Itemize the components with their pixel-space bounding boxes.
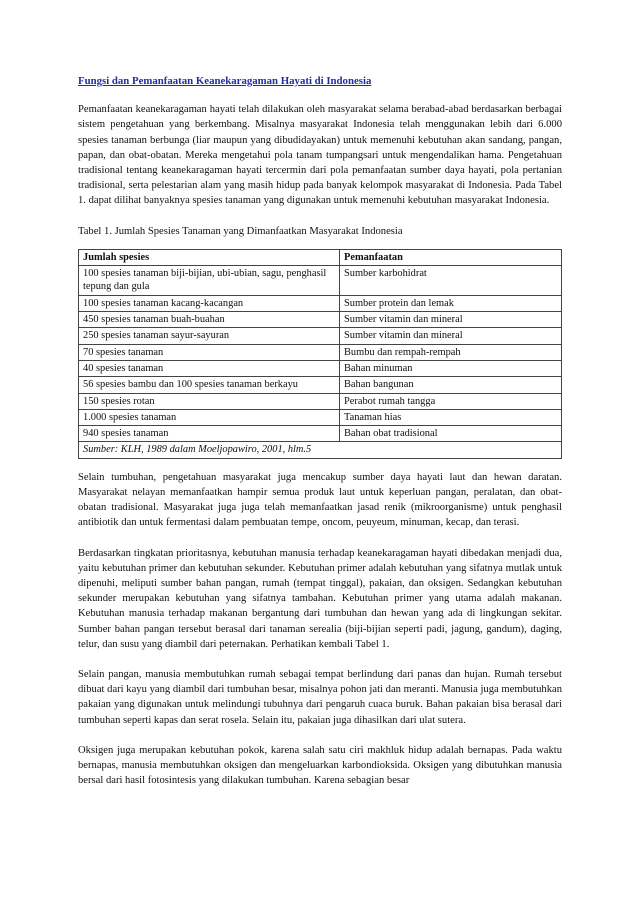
table-cell: 940 spesies tanaman [79, 426, 340, 442]
table-cell: Sumber karbohidrat [340, 266, 562, 296]
table-cell: 450 spesies tanaman buah-buahan [79, 312, 340, 328]
table-row [79, 328, 562, 344]
table-row [79, 266, 562, 296]
paragraph-marine: Selain tumbuhan, pengetahuan masyarakat juga mencakup sumber daya hayati laut dan hewan daratan. Masyarakat nelayan memanfaatkan hampir semua produk laut untuk keperluan pangan, peralatan, dan obat-obatan tradisional. Masyarakat juga juga telah memanfaatkan jasad renik (mikroorganisme) untuk penghasil antibiotik dan untuk fermentasi dalam pembuatan tempe, oncom, peuyeum, minuman, kecap, dan terasi. [78, 471, 562, 529]
table-cell: 1.000 spesies tanaman [79, 409, 340, 425]
paragraph-intro: Pemanfaatan keanekaragaman hayati telah dilakukan oleh masyarakat selama berabad-abad berdasarkan berbagai sistem pengetahuan yang berkembang. Misalnya masyarakat Indonesia telah menggunakan lebih dari 6.000 spesies tanaman berbunga (liar maupun yang dibudidayakan) untuk memenuhi kebutuhan akan sandang, pangan, papan, dan obat-obatan. Mereka mengetahui pola tanam tumpangsari untuk mengendalikan hama. Pengetahuan tradisional tentang keanekaragaman hayati tercermin dari pola pemanfaatan sumber daya hayati, pola pertanian tradisional, serta pelestarian alam yang masih hidup pada banyak kelompok masyarakat di Indonesia. Pada Tabel 1. dapat dilihat banyaknya spesies tanaman yang digunakan untuk memenuhi kebutuhan masyarakat Indonesia. [78, 104, 562, 207]
table-cell: Bahan bangunan [340, 377, 562, 393]
table-cell: Perabot rumah tangga [340, 393, 562, 409]
document-page [78, 74, 562, 803]
table-caption: Tabel 1. Jumlah Spesies Tanaman yang Dimanfaatkan Masyarakat Indonesia [78, 225, 403, 237]
table-cell: 70 spesies tanaman [79, 344, 340, 360]
table-cell: 250 spesies tanaman sayur-sayuran [79, 328, 340, 344]
table-header-cell: Jumlah spesies [79, 249, 340, 265]
table-row [79, 393, 562, 409]
table-row [79, 295, 562, 311]
table-cell: Bahan obat tradisional [340, 426, 562, 442]
table-cell: Sumber vitamin dan mineral [340, 312, 562, 328]
table-cell: 150 spesies rotan [79, 393, 340, 409]
table-row [79, 344, 562, 360]
table-row [79, 360, 562, 376]
table-header-cell: Pemanfaatan [340, 249, 562, 265]
table-cell: Bahan minuman [340, 360, 562, 376]
species-table [78, 249, 562, 459]
paragraph-priority: Berdasarkan tingkatan prioritasnya, kebutuhan manusia terhadap keanekaragaman hayati dibedakan menjadi dua, yaitu kebutuhan primer dan kebutuhan sekunder. Kebutuhan primer adalah kebutuhan yang sifatnya mutlak untuk dipenuhi, meliputi sumber bahan pangan, rumah (tempat tinggal), pakaian, dan oksigen. Sedangkan kebutuhan sekunder merupakan kebutuhan yang sifatnya tambahan. Kebutuhan primer yang utama adalah makanan. Kebutuhan manusia terhadap makanan bergantung dari tumbuhan dan hewan yang ada di lingkungan sekitar. Sumber bahan pangan tersebut berasal dari tanaman serealia (biji-bijian seperti padi, jagung, gandum), daging, telur, dan susu yang diambil dari peternakan. Perhatikan kembali Tabel 1. [78, 547, 562, 650]
table-row [79, 312, 562, 328]
table-cell: Sumber vitamin dan mineral [340, 328, 562, 344]
table-row [79, 409, 562, 425]
table-cell: 100 spesies tanaman kacang-kacangan [79, 295, 340, 311]
table-cell: Sumber protein dan lemak [340, 295, 562, 311]
table-cell: Tanaman hias [340, 409, 562, 425]
page-title[interactable]: Fungsi dan Pemanfaatan Keanekaragaman Hayati di Indonesia [78, 75, 372, 87]
table-header-row [79, 249, 562, 265]
paragraph-oxygen: Oksigen juga merupakan kebutuhan pokok, karena salah satu ciri makhluk hidup adalah bernapas. Pada waktu bernapas, manusia membutuhkan oksigen dan mengeluarkan karbondioksida. Oksigen yang dibutuhkan manusia bersal dari hasil fotosintesis yang dilakukan tumbuhan. Karena sebagian besar [78, 744, 562, 787]
table-cell: Bumbu dan rempah-rempah [340, 344, 562, 360]
table-cell: 40 spesies tanaman [79, 360, 340, 376]
table-row [79, 426, 562, 442]
table-source-row [79, 442, 562, 458]
paragraph-shelter-clothing: Selain pangan, manusia membutuhkan rumah sebagai tempat berlindung dari panas dan hujan. Rumah tersebut dibuat dari kayu yang diambil dari tumbuhan besar, misalnya pohon jati dan meranti. Manusia juga membutuhkan pakaian yang digunakan untuk melindungi tubuhnya dari pengaruh cuaca buruk. Bahan pakaian bisa berasal dari tumbuhan seperti kapas dan serat rosela. Selain itu, pakaian juga dihasilkan dari ulat sutera. [78, 668, 562, 726]
table-source: Sumber: KLH, 1989 dalam Moeljopawiro, 2001, hlm.5 [79, 442, 562, 458]
table-row [79, 377, 562, 393]
table-cell: 100 spesies tanaman biji-bijian, ubi-ubian, sagu, penghasil tepung dan gula [79, 266, 340, 296]
table-cell: 56 spesies bambu dan 100 spesies tanaman berkayu [79, 377, 340, 393]
